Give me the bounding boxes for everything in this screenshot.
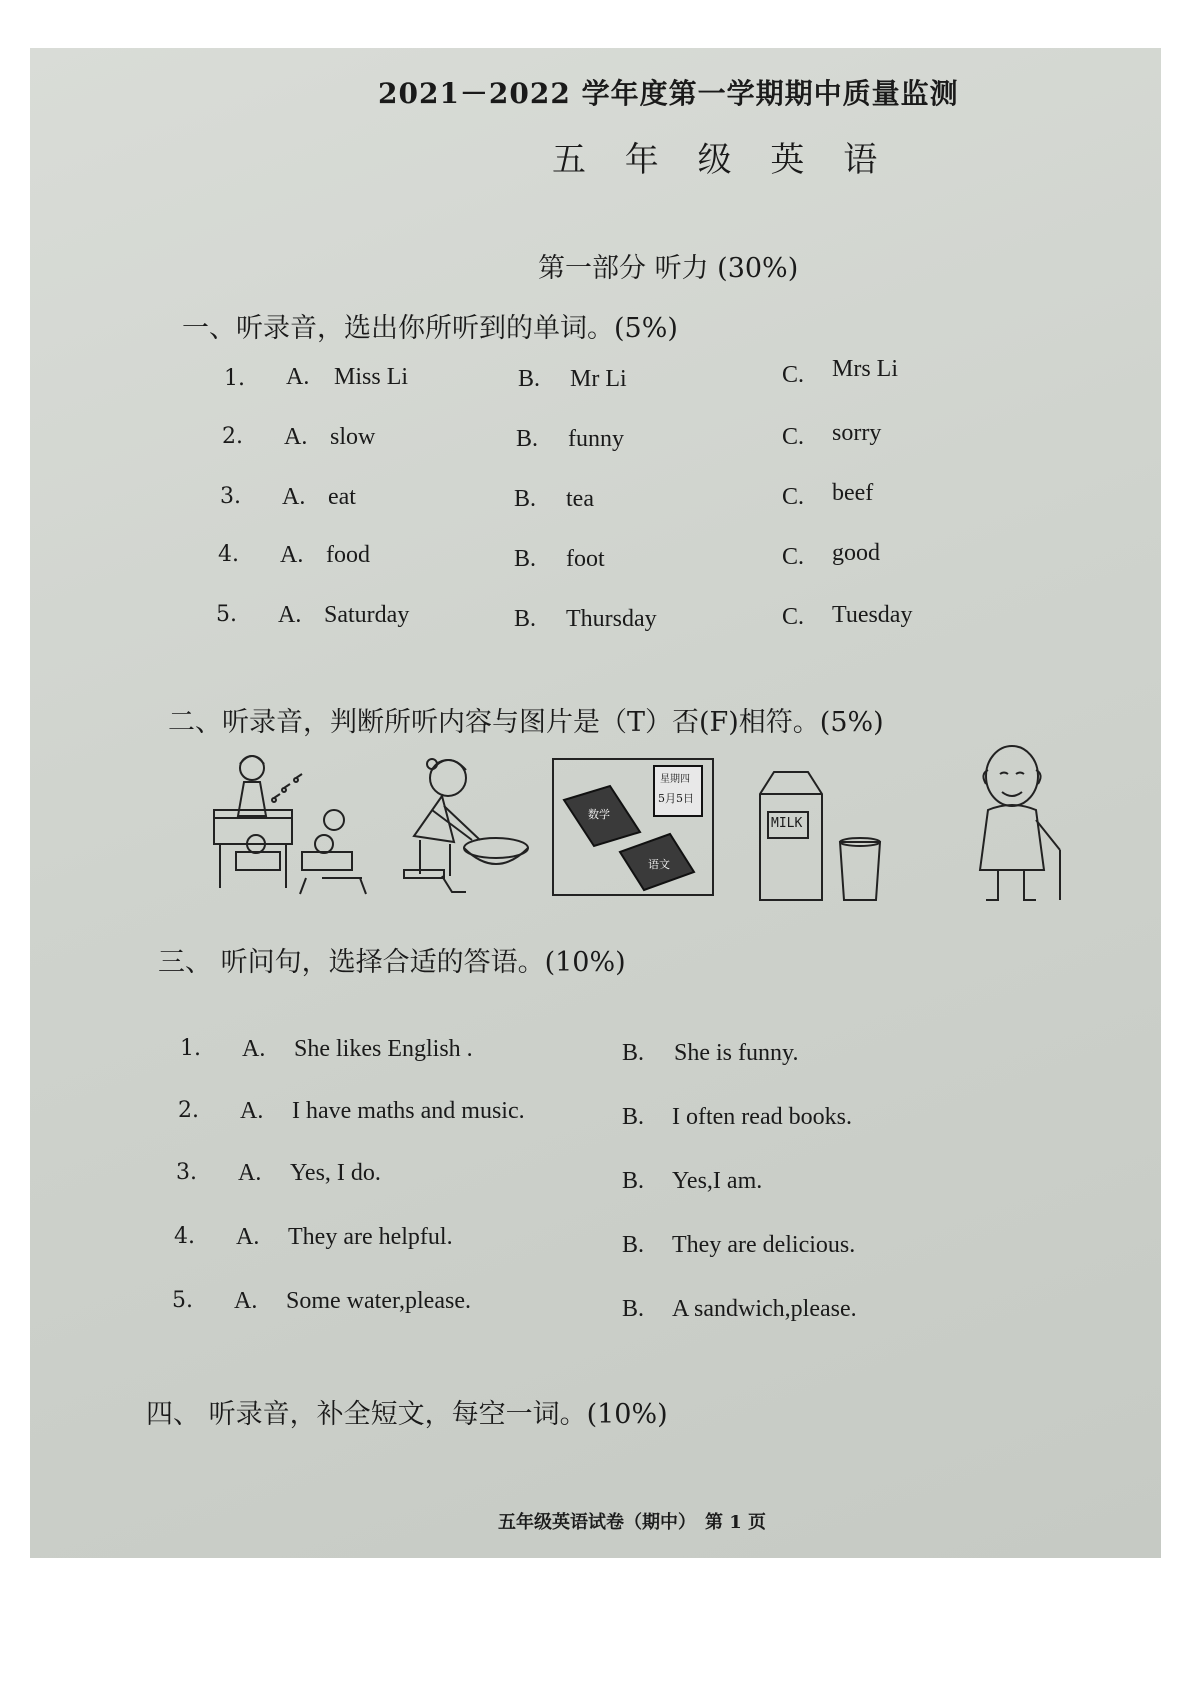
- option-label: A.: [240, 1098, 264, 1124]
- option-a[interactable]: She likes English .: [294, 1036, 473, 1062]
- option-label: A.: [278, 602, 302, 628]
- option-label: A.: [234, 1288, 258, 1314]
- question-number: 3.: [220, 484, 241, 509]
- section-1-title: 一、听录音，选出你所听到的单词。(5%): [182, 313, 678, 344]
- part-title: 第一部分 听力 (30%): [538, 253, 799, 284]
- option-label: A.: [284, 424, 308, 450]
- option-a[interactable]: food: [326, 542, 370, 568]
- option-c[interactable]: Mrs Li: [832, 356, 898, 382]
- option-label: A.: [242, 1036, 266, 1062]
- option-label: B.: [622, 1040, 645, 1066]
- option-b[interactable]: funny: [568, 426, 624, 452]
- section-2-title: 二、听录音，判断所听内容与图片是（T）否(F)相符。(5%): [168, 707, 884, 738]
- option-label: B.: [514, 606, 537, 632]
- milk-drawing: [754, 766, 894, 906]
- question-number: 5.: [216, 602, 237, 627]
- section-4-title: 四、 听录音，补全短文，每空一词。(10%): [146, 1399, 668, 1430]
- option-label: B.: [516, 426, 539, 452]
- teacher-piano-picture: [210, 748, 370, 898]
- option-a[interactable]: Miss Li: [334, 364, 409, 390]
- option-label: C.: [782, 604, 805, 630]
- option-label: C.: [782, 544, 805, 570]
- section-3-title: 三、 听问句，选择合适的答语。(10%): [158, 947, 626, 978]
- question-number: 5.: [172, 1288, 193, 1313]
- option-b[interactable]: She is funny.: [674, 1040, 799, 1066]
- question-number: 4.: [174, 1224, 195, 1249]
- option-label: A.: [286, 364, 310, 390]
- option-label: B.: [514, 546, 537, 572]
- calendar-date: 5月5日: [658, 792, 694, 805]
- question-number: 1.: [180, 1036, 201, 1061]
- option-b[interactable]: foot: [566, 546, 605, 572]
- option-a[interactable]: Yes, I do.: [290, 1160, 381, 1186]
- option-c[interactable]: Tuesday: [832, 602, 913, 628]
- option-a[interactable]: slow: [330, 424, 376, 450]
- option-label: A.: [238, 1160, 262, 1186]
- question-number: 2.: [178, 1098, 199, 1123]
- option-c[interactable]: sorry: [832, 420, 882, 446]
- milk-label: MILK: [771, 816, 803, 831]
- option-label: C.: [782, 424, 805, 450]
- option-a[interactable]: Some water,please.: [286, 1288, 471, 1314]
- option-a[interactable]: They are helpful.: [288, 1224, 453, 1250]
- option-b[interactable]: Thursday: [566, 606, 657, 632]
- option-label: A.: [236, 1224, 260, 1250]
- option-a[interactable]: eat: [328, 484, 356, 510]
- option-label: C.: [782, 484, 805, 510]
- chinese-book-label: 语文: [648, 858, 670, 871]
- math-book-label: 数学: [588, 808, 610, 821]
- girl-washing-picture: [392, 750, 532, 900]
- option-b[interactable]: They are delicious.: [672, 1232, 856, 1258]
- option-c[interactable]: good: [832, 540, 880, 566]
- option-b[interactable]: I often read books.: [672, 1104, 852, 1130]
- question-number: 3.: [176, 1160, 197, 1185]
- option-label: B.: [622, 1232, 645, 1258]
- milk-picture: [754, 766, 894, 906]
- books-calendar-picture: [552, 758, 714, 896]
- option-label: B.: [514, 486, 537, 512]
- option-label: A.: [280, 542, 304, 568]
- option-b[interactable]: tea: [566, 486, 594, 512]
- question-number: 1.: [224, 366, 245, 391]
- question-number: 2.: [222, 424, 243, 449]
- option-label: B.: [622, 1104, 645, 1130]
- exam-title: 2021－2022 学年度第一学期期中质量监测: [378, 77, 959, 110]
- option-label: B.: [622, 1296, 645, 1322]
- option-label: B.: [518, 366, 541, 392]
- option-a[interactable]: I have maths and music.: [292, 1098, 525, 1124]
- option-label: C.: [782, 362, 805, 388]
- question-number: 4.: [218, 542, 239, 567]
- option-label: B.: [622, 1168, 645, 1194]
- option-b[interactable]: A sandwich,please.: [672, 1296, 857, 1322]
- calendar-day: 星期四: [660, 774, 690, 785]
- exam-subtitle: 五 年 级 英 语: [552, 140, 892, 180]
- option-a[interactable]: Saturday: [324, 602, 410, 628]
- option-label: A.: [282, 484, 306, 510]
- option-b[interactable]: Mr Li: [570, 366, 627, 392]
- old-man-picture: [958, 740, 1078, 916]
- option-c[interactable]: beef: [832, 480, 874, 506]
- page-footer: 五年级英语试卷（期中） 第 1 页: [498, 1512, 767, 1533]
- option-b[interactable]: Yes,I am.: [672, 1168, 763, 1194]
